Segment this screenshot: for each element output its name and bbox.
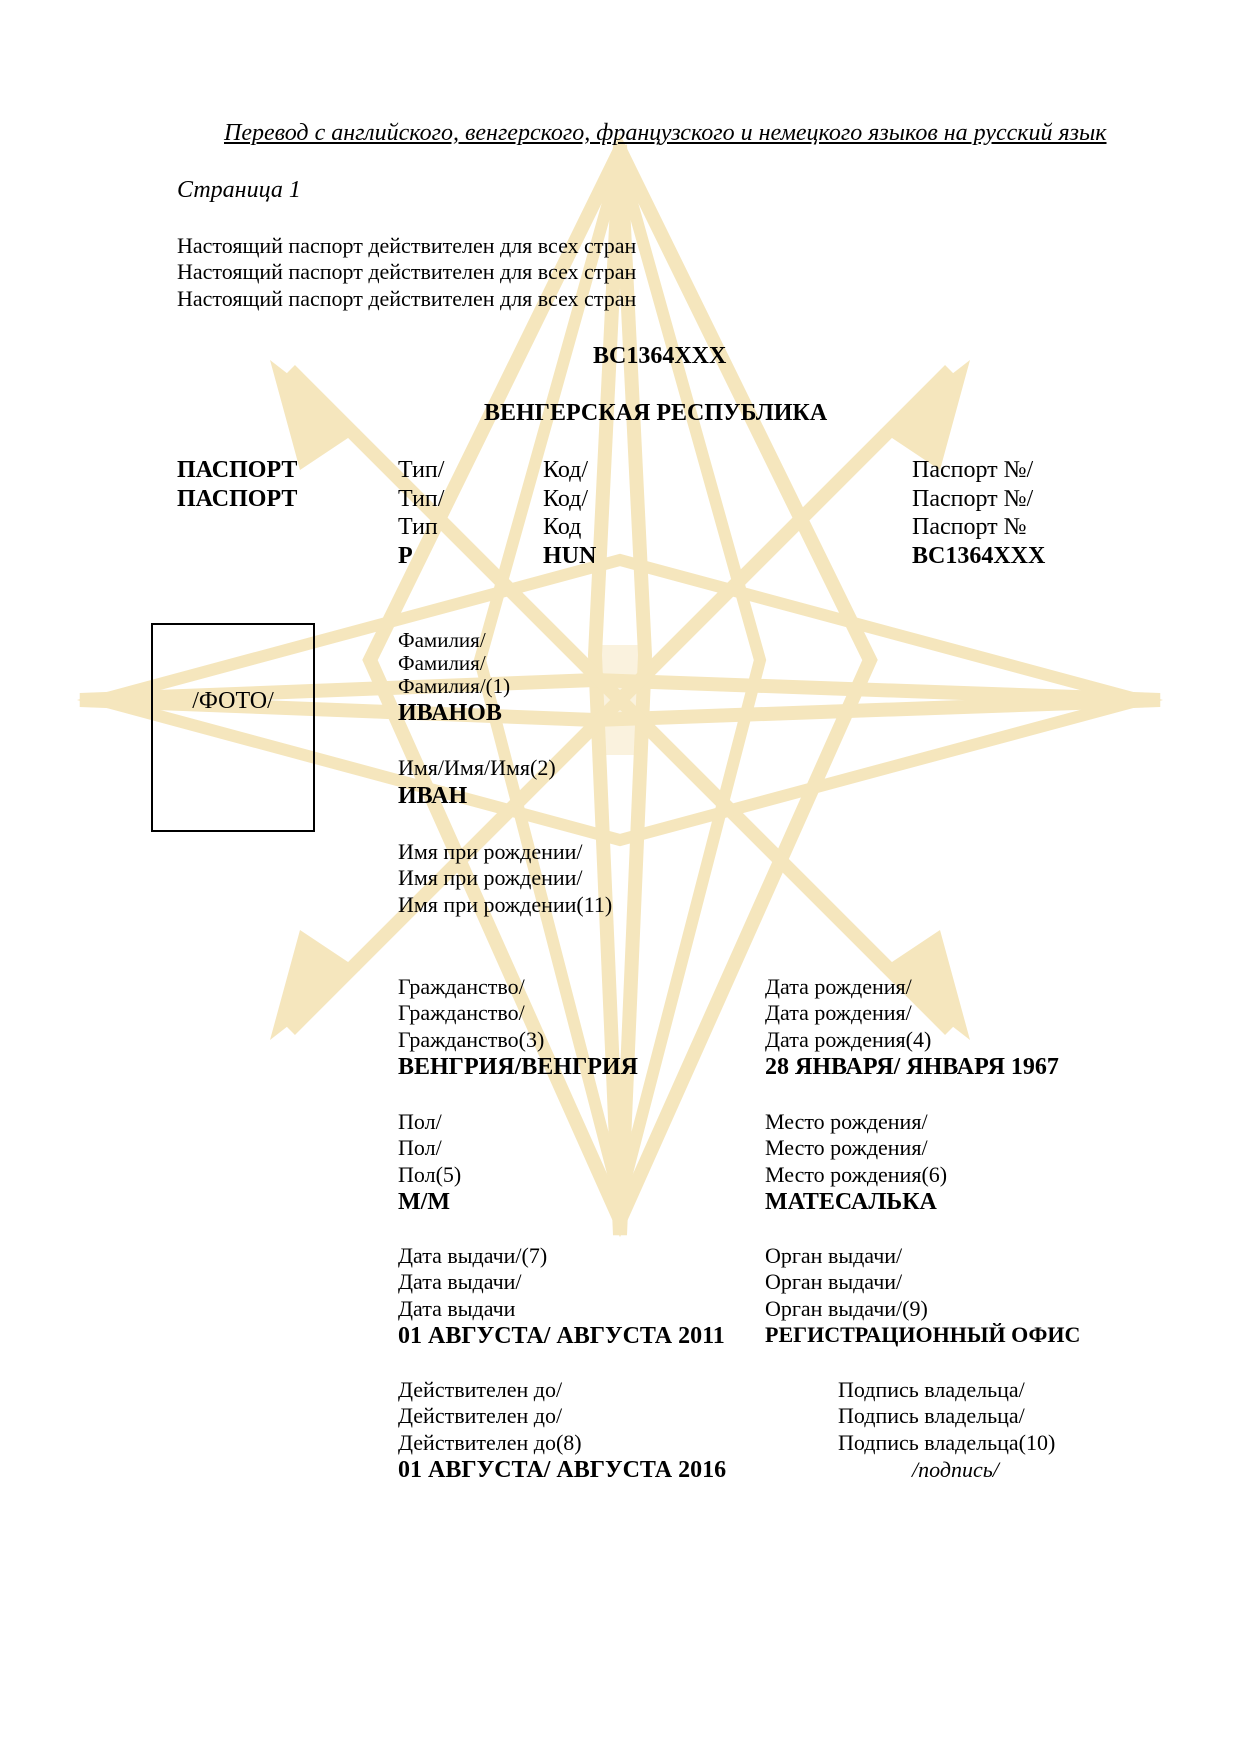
birth-name-label: Имя при рождении(11) [398, 892, 613, 917]
pob-label: Место рождения/ [765, 1135, 928, 1160]
number-label: Паспорт № [912, 514, 1027, 540]
type-label: Тип/ [398, 457, 445, 483]
passport-number-title: BC1364XXX [593, 343, 727, 369]
sex-label: Пол/ [398, 1135, 442, 1160]
dob-value: 28 ЯНВАРЯ/ ЯНВАРЯ 1967 [765, 1054, 1059, 1080]
issue-date-label: Дата выдачи [398, 1296, 516, 1321]
issue-date-label: Дата выдачи/ [398, 1269, 522, 1294]
sex-label: Пол/ [398, 1109, 442, 1134]
dob-label: Дата рождения/ [765, 974, 912, 999]
birth-name-label: Имя при рождении/ [398, 865, 583, 890]
code-label: Код/ [543, 486, 588, 512]
surname-label: Фамилия/ [398, 651, 486, 675]
authority-label: Орган выдачи/ [765, 1243, 903, 1268]
translation-note: Перевод с английского, венгерского, французского и немецкого языков на русский язык [224, 120, 1107, 146]
signature-label: Подпись владельца/ [838, 1377, 1025, 1402]
valid-until-label: Действителен до/ [398, 1403, 563, 1428]
code-label: Код [543, 514, 582, 540]
surname-value: ИВАНОВ [398, 700, 502, 726]
authority-label: Орган выдачи/(9) [765, 1296, 928, 1321]
photo-label: /ФОТО/ [192, 688, 274, 714]
dob-label: Дата рождения/ [765, 1000, 912, 1025]
given-name-label: Имя/Имя/Имя(2) [398, 755, 556, 780]
valid-until-label: Действителен до/ [398, 1377, 563, 1402]
sex-value: M/M [398, 1189, 450, 1215]
page-label: Страница 1 [177, 177, 301, 203]
surname-label: Фамилия/(1) [398, 674, 511, 698]
number-label: Паспорт №/ [912, 486, 1034, 512]
code-value: HUN [543, 543, 597, 569]
passport-label: ПАСПОРТ [177, 457, 298, 483]
photo-box [151, 623, 315, 832]
sex-label: Пол(5) [398, 1162, 462, 1187]
code-label: Код/ [543, 457, 588, 483]
pob-value: МАТЕСАЛЬКА [765, 1189, 937, 1215]
signature-value: /подпись/ [912, 1457, 999, 1482]
country-title: ВЕНГЕРСКАЯ РЕСПУБЛИКА [484, 400, 828, 426]
birth-name-label: Имя при рождении/ [398, 839, 583, 864]
type-label: Тип [398, 514, 438, 540]
valid-until-label: Действителен до(8) [398, 1430, 582, 1455]
type-value: P [398, 543, 413, 569]
nationality-label: Гражданство/ [398, 1000, 525, 1025]
authority-label: Орган выдачи/ [765, 1269, 903, 1294]
dob-label: Дата рождения(4) [765, 1027, 932, 1052]
authority-value: РЕГИСТРАЦИОННЫЙ ОФИС [765, 1322, 1081, 1347]
pob-label: Место рождения(6) [765, 1162, 948, 1187]
nationality-value: ВЕНГРИЯ/ВЕНГРИЯ [398, 1054, 638, 1080]
signature-label: Подпись владельца(10) [838, 1430, 1056, 1455]
nationality-label: Гражданство/ [398, 974, 525, 999]
valid-until-value: 01 АВГУСТА/ АВГУСТА 2016 [398, 1457, 727, 1483]
type-label: Тип/ [398, 486, 445, 512]
pob-label: Место рождения/ [765, 1109, 928, 1134]
number-value: BC1364XXX [912, 543, 1046, 569]
given-name-value: ИВАН [398, 783, 468, 809]
signature-label: Подпись владельца/ [838, 1403, 1025, 1428]
validity-line: Настоящий паспорт действителен для всех стран [177, 233, 637, 258]
validity-line: Настоящий паспорт действителен для всех стран [177, 286, 637, 311]
number-label: Паспорт №/ [912, 457, 1034, 483]
issue-date-label: Дата выдачи/(7) [398, 1243, 548, 1268]
surname-label: Фамилия/ [398, 628, 486, 652]
nationality-label: Гражданство(3) [398, 1027, 545, 1052]
passport-label: ПАСПОРТ [177, 486, 298, 512]
issue-date-value: 01 АВГУСТА/ АВГУСТА 2011 [398, 1323, 725, 1349]
validity-line: Настоящий паспорт действителен для всех стран [177, 259, 637, 284]
